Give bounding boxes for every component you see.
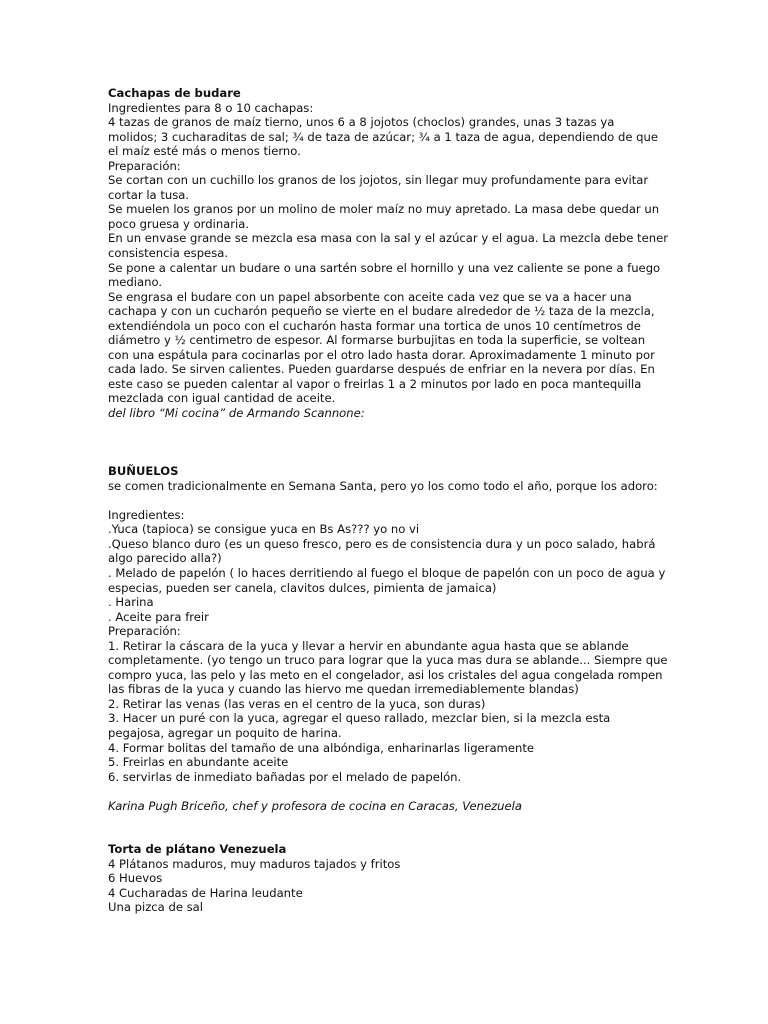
recipe-title: BUÑUELOS [108, 464, 179, 479]
text-line: 4 Plátanos maduros, muy maduros tajados y fritos [108, 856, 401, 871]
text-line: Se pone a calentar un budare o una sartén sobre el hornillo y una vez caliente se pone a fuego [108, 260, 661, 275]
recipe-body [108, 857, 668, 915]
text-line: Se muelen los granos por un molino de moler maíz no muy apretado. La masa debe quedar un [108, 202, 660, 217]
text-line: . Aceite para freir [108, 609, 209, 624]
text-line: 5. Freirlas en abundante aceite [108, 755, 289, 770]
recipe-body [108, 101, 668, 406]
recipe-intro: se comen tradicionalmente en Semana Santa, pero yo los como todo el año, porque los adoro: [108, 478, 658, 493]
recipe-body [108, 508, 668, 784]
text-line: 6. servirlas de inmediato bañadas por el melado de papelón. [108, 769, 462, 784]
text-line: Ingredientes: [108, 507, 185, 522]
text-line: cada lado. Se sirven calientes. Pueden guardarse después de enfriar en la nevera por días. En [108, 362, 655, 377]
text-line: extendiéndola un poco con el cucharón hasta formar una tortica de unos 10 centímetros de [108, 318, 641, 333]
text-line: con una espátula para cocinarlas por el otro lado hasta dorar. Aproximadamente 1 minuto por [108, 347, 655, 362]
text-line: Preparación: [108, 624, 181, 639]
recipe-cachapas [108, 86, 668, 421]
text-line: cachapa y con un cucharón pequeño se vierte en el budare alrededor de ½ taza de la mezcla, [108, 304, 655, 319]
text-line: Se engrasa el budare con un papel absorbente con aceite cada vez que se va a hacer una [108, 289, 632, 304]
text-line: 4 Cucharadas de Harina leudante [108, 885, 303, 900]
recipe-torta [108, 842, 668, 915]
spacer [108, 421, 668, 465]
text-line: algo parecido alla?) [108, 551, 222, 566]
recipe-source: del libro “Mi cocina” de Armando Scannone: [108, 406, 365, 421]
text-line: . Harina [108, 595, 154, 610]
text-line: molidos; 3 cucharaditas de sal; ¾ de taza de azúcar; ¾ a 1 taza de agua, dependiendo de que [108, 129, 658, 144]
text-line: poco gruesa y ordinaria. [108, 216, 250, 231]
text-line: .Queso blanco duro (es un queso fresco, pero es de consistencia dura y un poco salado, habrá [108, 536, 656, 551]
text-line: 3. Hacer un puré con la yuca, agregar el queso rallado, mezclar bien, si la mezcla esta [108, 711, 611, 726]
text-line: las fibras de la yuca y cuando las hiervo me quedan irremediablemente blandas) [108, 682, 579, 697]
text-line: compro yuca, las pelo y las meto en el congelador, asi los cristales del agua congelada rompen [108, 667, 663, 682]
text-line: pegajosa, agregar un poquito de harina. [108, 726, 342, 741]
text-line: mezclada con igual cantidad de aceite. [108, 391, 336, 406]
spacer [108, 813, 668, 842]
text-line: este caso se pueden calentar al vapor o freirlas 1 a 2 minutos por lado en poca mantequilla [108, 376, 642, 391]
text-line: consistencia espesa. [108, 246, 229, 261]
text-line: 4 tazas de granos de maíz tierno, unos 6 a 8 jojotos (choclos) grandes, unas 3 tazas ya [108, 115, 615, 130]
text-line: especias, pueden ser canela, clavitos dulces, pimienta de jamaica) [108, 580, 497, 595]
recipe-source: Karina Pugh Briceño, chef y profesora de cocina en Caracas, Venezuela [108, 798, 522, 813]
text-line: 1. Retirar la cáscara de la yuca y llevar a hervir en abundante agua hasta que se ablande [108, 638, 629, 653]
text-line: cortar la tusa. [108, 187, 190, 202]
recipe-bunuelos [108, 464, 668, 813]
text-line: 6 Huevos [108, 871, 163, 886]
blank-line [108, 784, 668, 799]
recipe-title: Torta de plátano Venezuela [108, 842, 287, 857]
text-line: Una pizca de sal [108, 900, 203, 915]
text-line: Ingredientes para 8 o 10 cachapas: [108, 100, 314, 115]
document-body [108, 86, 668, 915]
text-line: Preparación: [108, 158, 181, 173]
text-line: . Melado de papelón ( lo haces derritiendo al fuego el bloque de papelón con un poco de agua y [108, 566, 666, 580]
text-line: el maíz esté más o menos tierno. [108, 144, 301, 159]
text-line: .Yuca (tapioca) se consigue yuca en Bs As??? yo no vi [108, 522, 420, 537]
blank-line [108, 493, 668, 508]
text-line: completamente. (yo tengo un truco para lograr que la yuca mas dura se ablande... Siempre que [108, 653, 668, 668]
text-line: En un envase grande se mezcla esa masa con la sal y el azúcar y el agua. La mezcla debe tener [108, 231, 668, 246]
text-line: 4. Formar bolitas del tamaño de una albóndiga, enharinarlas ligeramente [108, 740, 535, 755]
text-line: mediano. [108, 275, 163, 290]
text-line: diámetro y ½ centimetro de espesor. Al formarse burbujitas en toda la superficie, se voltean [108, 333, 646, 348]
text-line: 2. Retirar las venas (las veras en el centro de la yuca, son duras) [108, 696, 486, 711]
text-line: Se cortan con un cuchillo los granos de los jojotos, sin llegar muy profundamente para evitar [108, 173, 649, 188]
recipe-title: Cachapas de budare [108, 86, 241, 100]
